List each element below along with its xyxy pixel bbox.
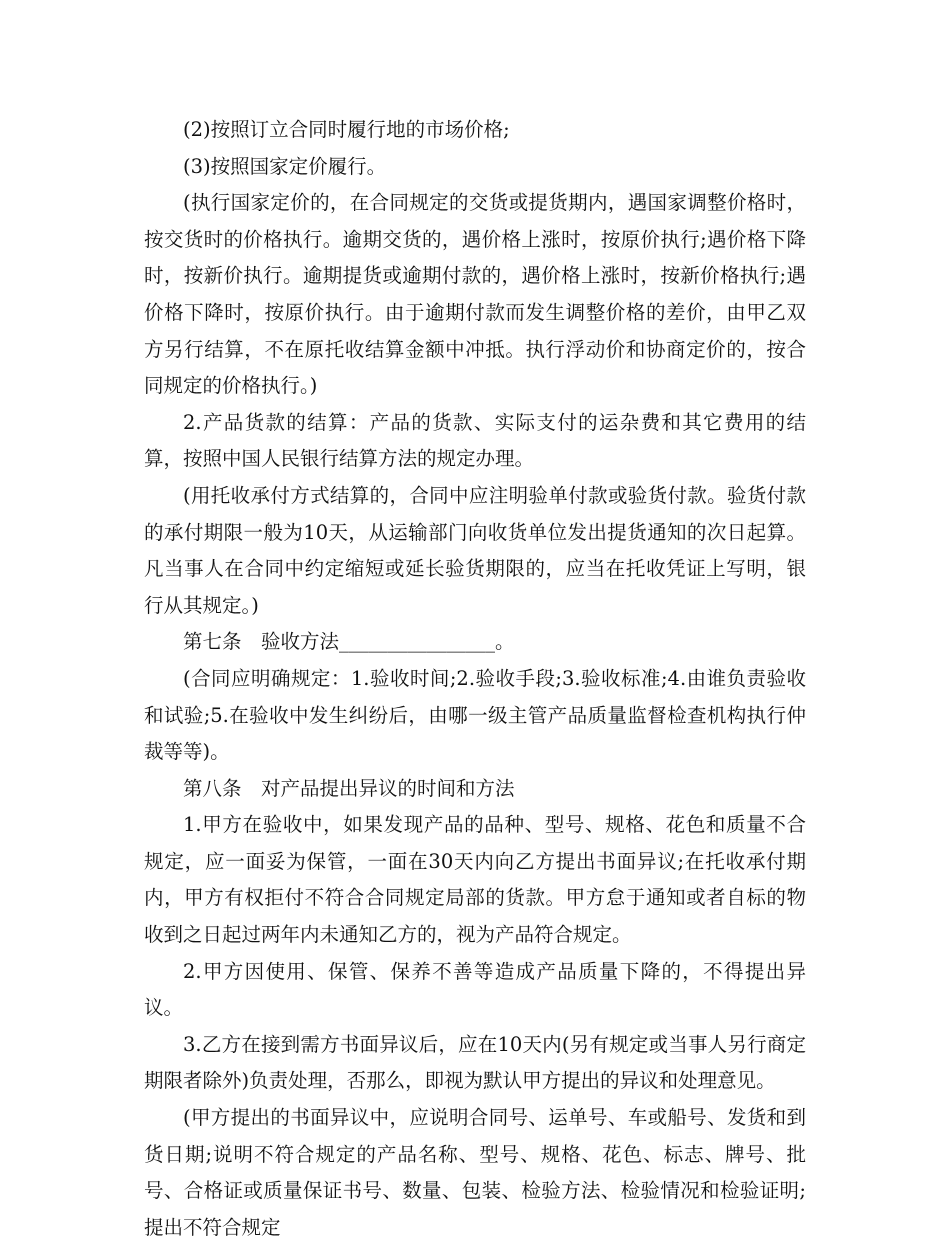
article-7-heading: 第七条 验收方法________________。 xyxy=(183,630,515,654)
paragraph-price-note: (执行国家定价的，在合同规定的交货或提货期内，遇国家调整价格时，按交货时的价格执行。逾期交货的，遇价格上涨时，按原价执行;遇价格下降时，按新价执行。逾期提货或逾期付款的，遇价格上涨时，按新价格执行;遇价格下降时，按原价执行。由于逾期付款而发生调整价格的差价，由甲乙双方另行结算，不在原托收结算金额中冲抵。执行浮动价和协商定价的，按合同规定的价格执行。) xyxy=(144,191,806,398)
paragraph-price-state: (3)按照国家定价履行。 xyxy=(183,154,387,178)
paragraph-objection-1: 1.甲方在验收中，如果发现产品的品种、型号、规格、花色和质量不合规定，应一面妥为保管，一面在30天内向乙方提出书面异议;在托收承付期内，甲方有权拒付不符合合同规定局部的货款。甲方怠于通知或者自标的物收到之日起过两年内未通知乙方的，视为产品符合规定。 xyxy=(144,813,806,947)
article-8-heading: 第八条 对产品提出异议的时间和方法 xyxy=(183,776,515,800)
paragraph-objection-3: 3.乙方在接到需方书面异议后，应在10天内(另有规定或当事人另行商定期限者除外)负责处理，否那么，即视为默认甲方提出的异议和处理意见。 xyxy=(144,1032,806,1093)
document-body xyxy=(144,112,806,1246)
paragraph-objection-note: (甲方提出的书面异议中，应说明合同号、运单号、车或船号、发货和到货日期;说明不符合规定的产品名称、型号、规格、花色、标志、牌号、批号、合格证或质量保证书号、数量、包装、检验方法、检验情况和检验证明;提出不符合规定 xyxy=(144,1106,806,1239)
paragraph-objection-2: 2.甲方因使用、保管、保养不善等造成产品质量下降的，不得提出异议。 xyxy=(144,959,806,1020)
paragraph-price-market: (2)按照订立合同时履行地的市场价格; xyxy=(183,118,510,141)
paragraph-settlement-note: (用托收承付方式结算的，合同中应注明验单付款或验货付款。验货付款的承付期限一般为10天，从运输部门向收货单位发出提货通知的次日起算。凡当事人在合同中约定缩短或延长验货期限的，应当在托收凭证上写明，银行从其规定。) xyxy=(144,483,806,617)
paragraph-settlement: 2.产品货款的结算：产品的货款、实际支付的运杂费和其它费用的结算，按照中国人民银行结算方法的规定办理。 xyxy=(144,410,806,471)
paragraph-acceptance-note: (合同应明确规定：1.验收时间;2.验收手段;3.验收标准;4.由谁负责验收和试验;5.在验收中发生纠纷后，由哪一级主管产品质量监督检查机构执行仲裁等等)。 xyxy=(144,666,806,764)
